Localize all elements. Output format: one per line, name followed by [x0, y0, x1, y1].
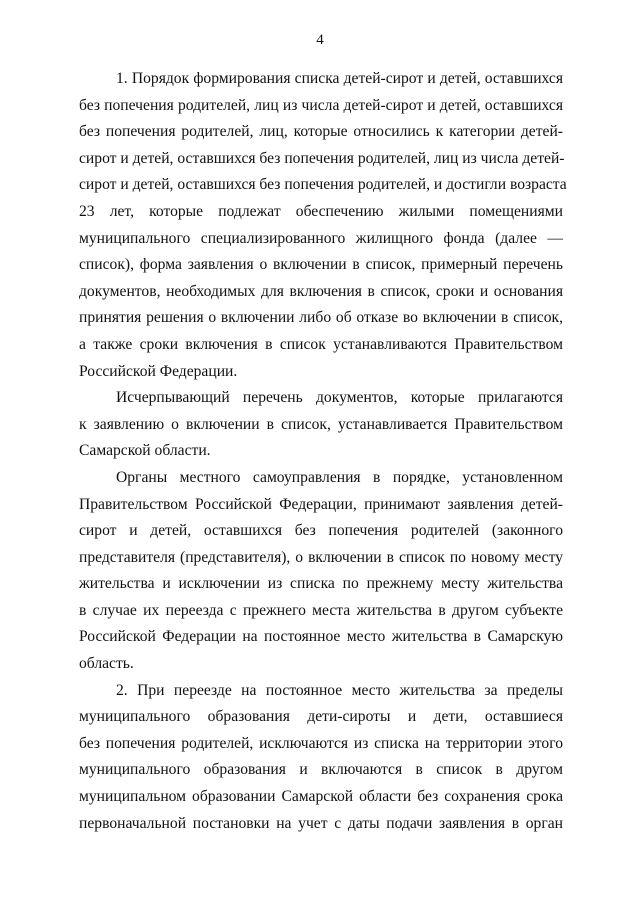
text-line: Самарской области.: [79, 442, 211, 460]
text-line: без попечения родителей, исключаются из списка на территории этого: [79, 734, 563, 752]
text-line: Правительством Российской Федерации, принимают заявления детей-: [79, 495, 563, 513]
paragraph-2: [79, 385, 563, 465]
text-line: область.: [79, 655, 134, 673]
text-line: список), форма заявления о включении в список, примерный перечень: [79, 256, 563, 274]
text-line: 23 лет, которые подлежат обеспечению жилыми помещениями: [79, 202, 563, 220]
text-line: Исчерпывающий перечень документов, которые прилагаются: [116, 389, 563, 407]
text-line: Органы местного самоуправления в порядке, установленном: [116, 468, 563, 486]
text-line: принятия решения о включении либо об отказе во включении в список,: [79, 309, 563, 327]
text-line: без попечения родителей, лиц, которые относились к категории детей-: [79, 123, 563, 141]
text-line: к заявлению о включении в список, устанавливается Правительством: [79, 415, 563, 433]
text-line: сирот и детей, оставшихся без попечения родителей, и достигли возраста: [79, 176, 567, 194]
paragraph-4: [79, 678, 563, 838]
text-line: Российской Федерации.: [79, 362, 238, 380]
text-line: Российской Федерации на постоянное место жительства в Самарскую: [79, 628, 563, 646]
text-line: первоначальной постановки на учет с даты подачи заявления в орган: [79, 814, 563, 832]
text-line: без попечения родителей, лиц из числа детей-сирот и детей, оставшихся: [79, 96, 563, 114]
text-line: 2. При переезде на постоянное место жительства за пределы: [116, 681, 563, 699]
text-line: 1. Порядок формирования списка детей-сирот и детей, оставшихся: [116, 70, 563, 87]
text-line: жительства и исключении из списка по прежнему месту жительства: [79, 575, 563, 593]
text-line: сирот и детей, оставшихся без попечения родителей, лиц из числа детей-: [79, 149, 565, 167]
paragraph-1: [79, 66, 567, 385]
text-line: документов, необходимых для включения в список, сроки и основания: [79, 282, 563, 300]
text-line: муниципального образования дети-сироты и дети, оставшиеся: [79, 708, 563, 726]
text-line: муниципального специализированного жилищного фонда (далее —: [79, 229, 563, 247]
paragraph-3: [79, 465, 563, 678]
text-line: муниципального образования и включаются в список в другом: [79, 761, 563, 779]
document-body: [79, 66, 567, 837]
text-line: в случае их переезда с прежнего места жительства в другом субъекте: [79, 601, 563, 619]
text-line: представителя (представителя), о включении в список по новому месту: [79, 548, 563, 566]
text-line: а также сроки включения в список устанавливаются Правительством: [79, 335, 563, 353]
text-line: муниципальном образовании Самарской области без сохранения срока: [79, 788, 563, 806]
text-line: сирот и детей, оставшихся без попечения родителей (законного: [79, 522, 563, 540]
page-number: 4: [316, 32, 324, 48]
